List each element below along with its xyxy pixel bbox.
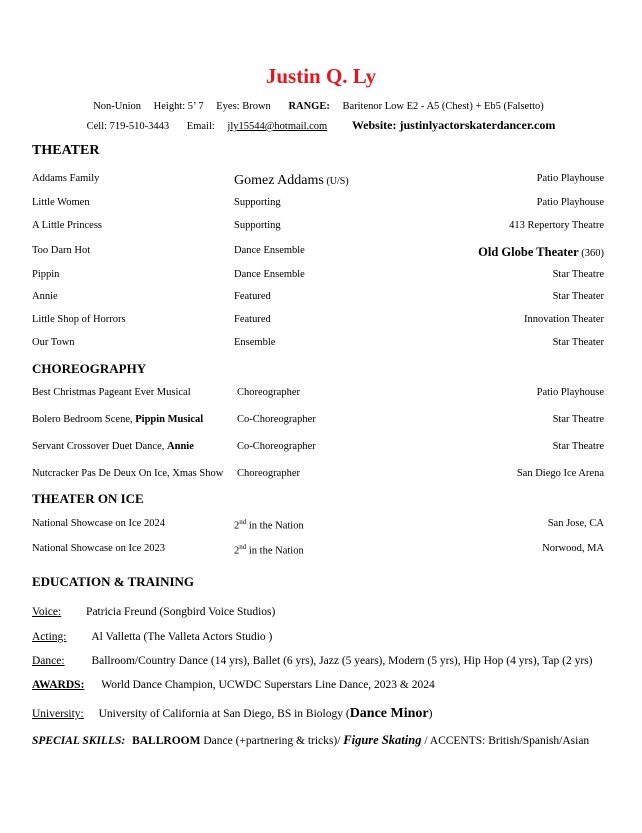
contact-line xyxy=(0,118,642,133)
university-label: University: xyxy=(32,708,84,720)
university-minor: Dance Minor xyxy=(349,706,429,721)
venue: Star Theatre xyxy=(552,414,604,425)
role xyxy=(234,314,271,325)
venue: Star Theatre xyxy=(552,441,604,452)
placement xyxy=(234,543,304,557)
venue-text: Star Theater xyxy=(552,291,604,302)
skills-figure-skating: Figure Skating xyxy=(343,733,422,747)
show-title: Pippin xyxy=(32,269,60,280)
place-suffix: nd xyxy=(239,518,247,526)
show-title: A Little Princess xyxy=(32,220,102,231)
stats-line xyxy=(0,101,642,112)
event-name: National Showcase on Ice 2023 xyxy=(32,543,165,554)
acting-line xyxy=(32,631,272,643)
skills-dance: Dance (+partnering & tricks)/ xyxy=(200,735,344,747)
venue: Patio Playhouse xyxy=(536,387,604,398)
venue xyxy=(553,291,604,302)
dance-label: Dance: xyxy=(32,655,65,667)
show-text: Bolero Bedroom Scene, xyxy=(32,414,136,425)
placement xyxy=(234,518,304,532)
role xyxy=(234,245,305,256)
show-text: Best Christmas Pageant Ever Musical xyxy=(32,387,191,398)
place-rest: in the Nation xyxy=(246,545,304,557)
dance-training: Ballroom/Country Dance (14 yrs), Ballet (6 yrs), Jazz (5 years), Modern (5 yrs), Hip Hop (4 yrs), Tap (2 yrs) xyxy=(91,655,593,667)
education-heading: EDUCATION & TRAINING xyxy=(32,574,195,589)
voice-teacher: Patricia Freund (Songbird Voice Studios) xyxy=(86,606,276,618)
show-title: Little Shop of Horrors xyxy=(32,314,126,325)
show-bold: Pippin Musical xyxy=(135,414,204,425)
show-text: Nutcracker Pas De Deux On Ice, Xmas Show xyxy=(32,468,224,479)
eyes-stat: Eyes: Brown xyxy=(216,101,271,112)
role: Choreographer xyxy=(237,468,300,479)
location: San Jose, CA xyxy=(547,518,604,529)
role xyxy=(234,291,271,302)
table-row xyxy=(32,543,604,559)
venue xyxy=(553,337,604,348)
role-text: Featured xyxy=(234,291,271,302)
venue-text: Old Globe Theater xyxy=(478,245,579,259)
table-row xyxy=(32,441,604,457)
skills-label: SPECIAL SKILLS: xyxy=(32,735,126,747)
show-bold: Annie xyxy=(167,441,194,452)
email-label: Email: xyxy=(186,121,215,132)
location: Norwood, MA xyxy=(542,543,604,554)
table-row xyxy=(32,314,604,330)
acting-teacher: Al Valletta (The Valleta Actors Studio ) xyxy=(91,631,273,643)
role-note: (U/S) xyxy=(326,176,349,187)
show-text: Servant Crossover Duet Dance, xyxy=(32,441,168,452)
table-row xyxy=(32,220,604,236)
venue-text: Star Theater xyxy=(552,337,604,348)
voice-label: Voice: xyxy=(32,606,62,618)
show-title xyxy=(32,414,203,425)
place-number: 2 xyxy=(234,545,240,557)
university-line xyxy=(32,706,432,722)
venue xyxy=(509,220,604,231)
table-row xyxy=(32,518,604,534)
dance-line xyxy=(32,655,592,667)
theater-on-ice-heading: THEATER ON ICE xyxy=(32,491,144,506)
venue xyxy=(537,197,604,208)
show-title: Our Town xyxy=(32,337,75,348)
show-title: Addams Family xyxy=(32,173,100,184)
table-row xyxy=(32,173,604,189)
height-stat: Height: 5’ 7 xyxy=(153,101,204,112)
awards-value: World Dance Champion, UCWDC Superstars Line Dance, 2023 & 2024 xyxy=(101,679,435,691)
show-title: Too Darn Hot xyxy=(32,245,91,256)
venue-text: Patio Playhouse xyxy=(536,173,604,184)
acting-label: Acting: xyxy=(32,631,67,643)
table-row xyxy=(32,414,604,430)
role-text: Supporting xyxy=(234,197,281,208)
role: Choreographer xyxy=(237,387,300,398)
actor-name: Justin Q. Ly xyxy=(265,64,377,88)
table-row xyxy=(32,269,604,285)
venue-text: Patio Playhouse xyxy=(536,197,604,208)
email-link[interactable]: jly15544@hotmail.com xyxy=(227,121,328,132)
role xyxy=(234,197,281,208)
theater-heading: THEATER xyxy=(32,143,100,158)
role-text: Gomez Addams xyxy=(234,173,324,188)
role-text: Ensemble xyxy=(234,337,276,348)
show-title: Annie xyxy=(32,291,58,302)
table-row xyxy=(32,291,604,307)
venue xyxy=(553,269,604,280)
venue-text: Star Theatre xyxy=(552,269,604,280)
role: Co-Choreographer xyxy=(237,414,316,425)
skills-ballroom: BALLROOM xyxy=(132,735,201,747)
place-number: 2 xyxy=(234,520,240,532)
cell-phone: Cell: 719-510-3443 xyxy=(86,121,170,132)
place-suffix: nd xyxy=(239,543,247,551)
range-label: RANGE: xyxy=(288,101,330,112)
place-rest: in the Nation xyxy=(246,520,304,532)
show-title xyxy=(32,387,191,398)
role-text: Dance Ensemble xyxy=(234,245,305,256)
venue-text: Innovation Theater xyxy=(524,314,604,325)
role xyxy=(234,173,349,189)
table-row xyxy=(32,387,604,403)
website-link[interactable]: Website: justinlyactorskaterdancer.com xyxy=(351,118,556,132)
show-title: Little Women xyxy=(32,197,90,208)
venue: San Diego Ice Arena xyxy=(516,468,604,479)
table-row xyxy=(32,337,604,353)
special-skills-line xyxy=(32,733,589,748)
venue xyxy=(537,173,604,184)
table-row xyxy=(32,468,604,484)
skills-accents: / ACCENTS: British/Spanish/Asian xyxy=(421,735,590,747)
venue-note: (360) xyxy=(581,248,604,259)
venue xyxy=(524,314,604,325)
role xyxy=(234,337,275,348)
university-value: University of California at San Diego, BS in Biology ( xyxy=(98,708,350,720)
role xyxy=(234,269,305,280)
role xyxy=(234,220,281,231)
table-row xyxy=(32,245,604,261)
awards-label: AWARDS: xyxy=(32,679,85,691)
voice-line xyxy=(32,606,275,618)
awards-line xyxy=(32,679,435,691)
role-text: Dance Ensemble xyxy=(234,269,305,280)
range-value: Baritenor Low E2 - A5 (Chest) + Eb5 (Falsetto) xyxy=(342,101,544,112)
event-name: National Showcase on Ice 2024 xyxy=(32,518,165,529)
show-title xyxy=(32,441,194,452)
role-text: Featured xyxy=(234,314,271,325)
choreography-heading: CHOREOGRAPHY xyxy=(32,361,147,376)
venue-text: 413 Repertory Theatre xyxy=(509,220,604,231)
venue xyxy=(478,245,604,260)
show-title xyxy=(32,468,223,479)
union-status: Non-Union xyxy=(93,101,142,112)
university-end: ) xyxy=(428,708,433,720)
role: Co-Choreographer xyxy=(237,441,316,452)
table-row xyxy=(32,197,604,213)
role-text: Supporting xyxy=(234,220,281,231)
